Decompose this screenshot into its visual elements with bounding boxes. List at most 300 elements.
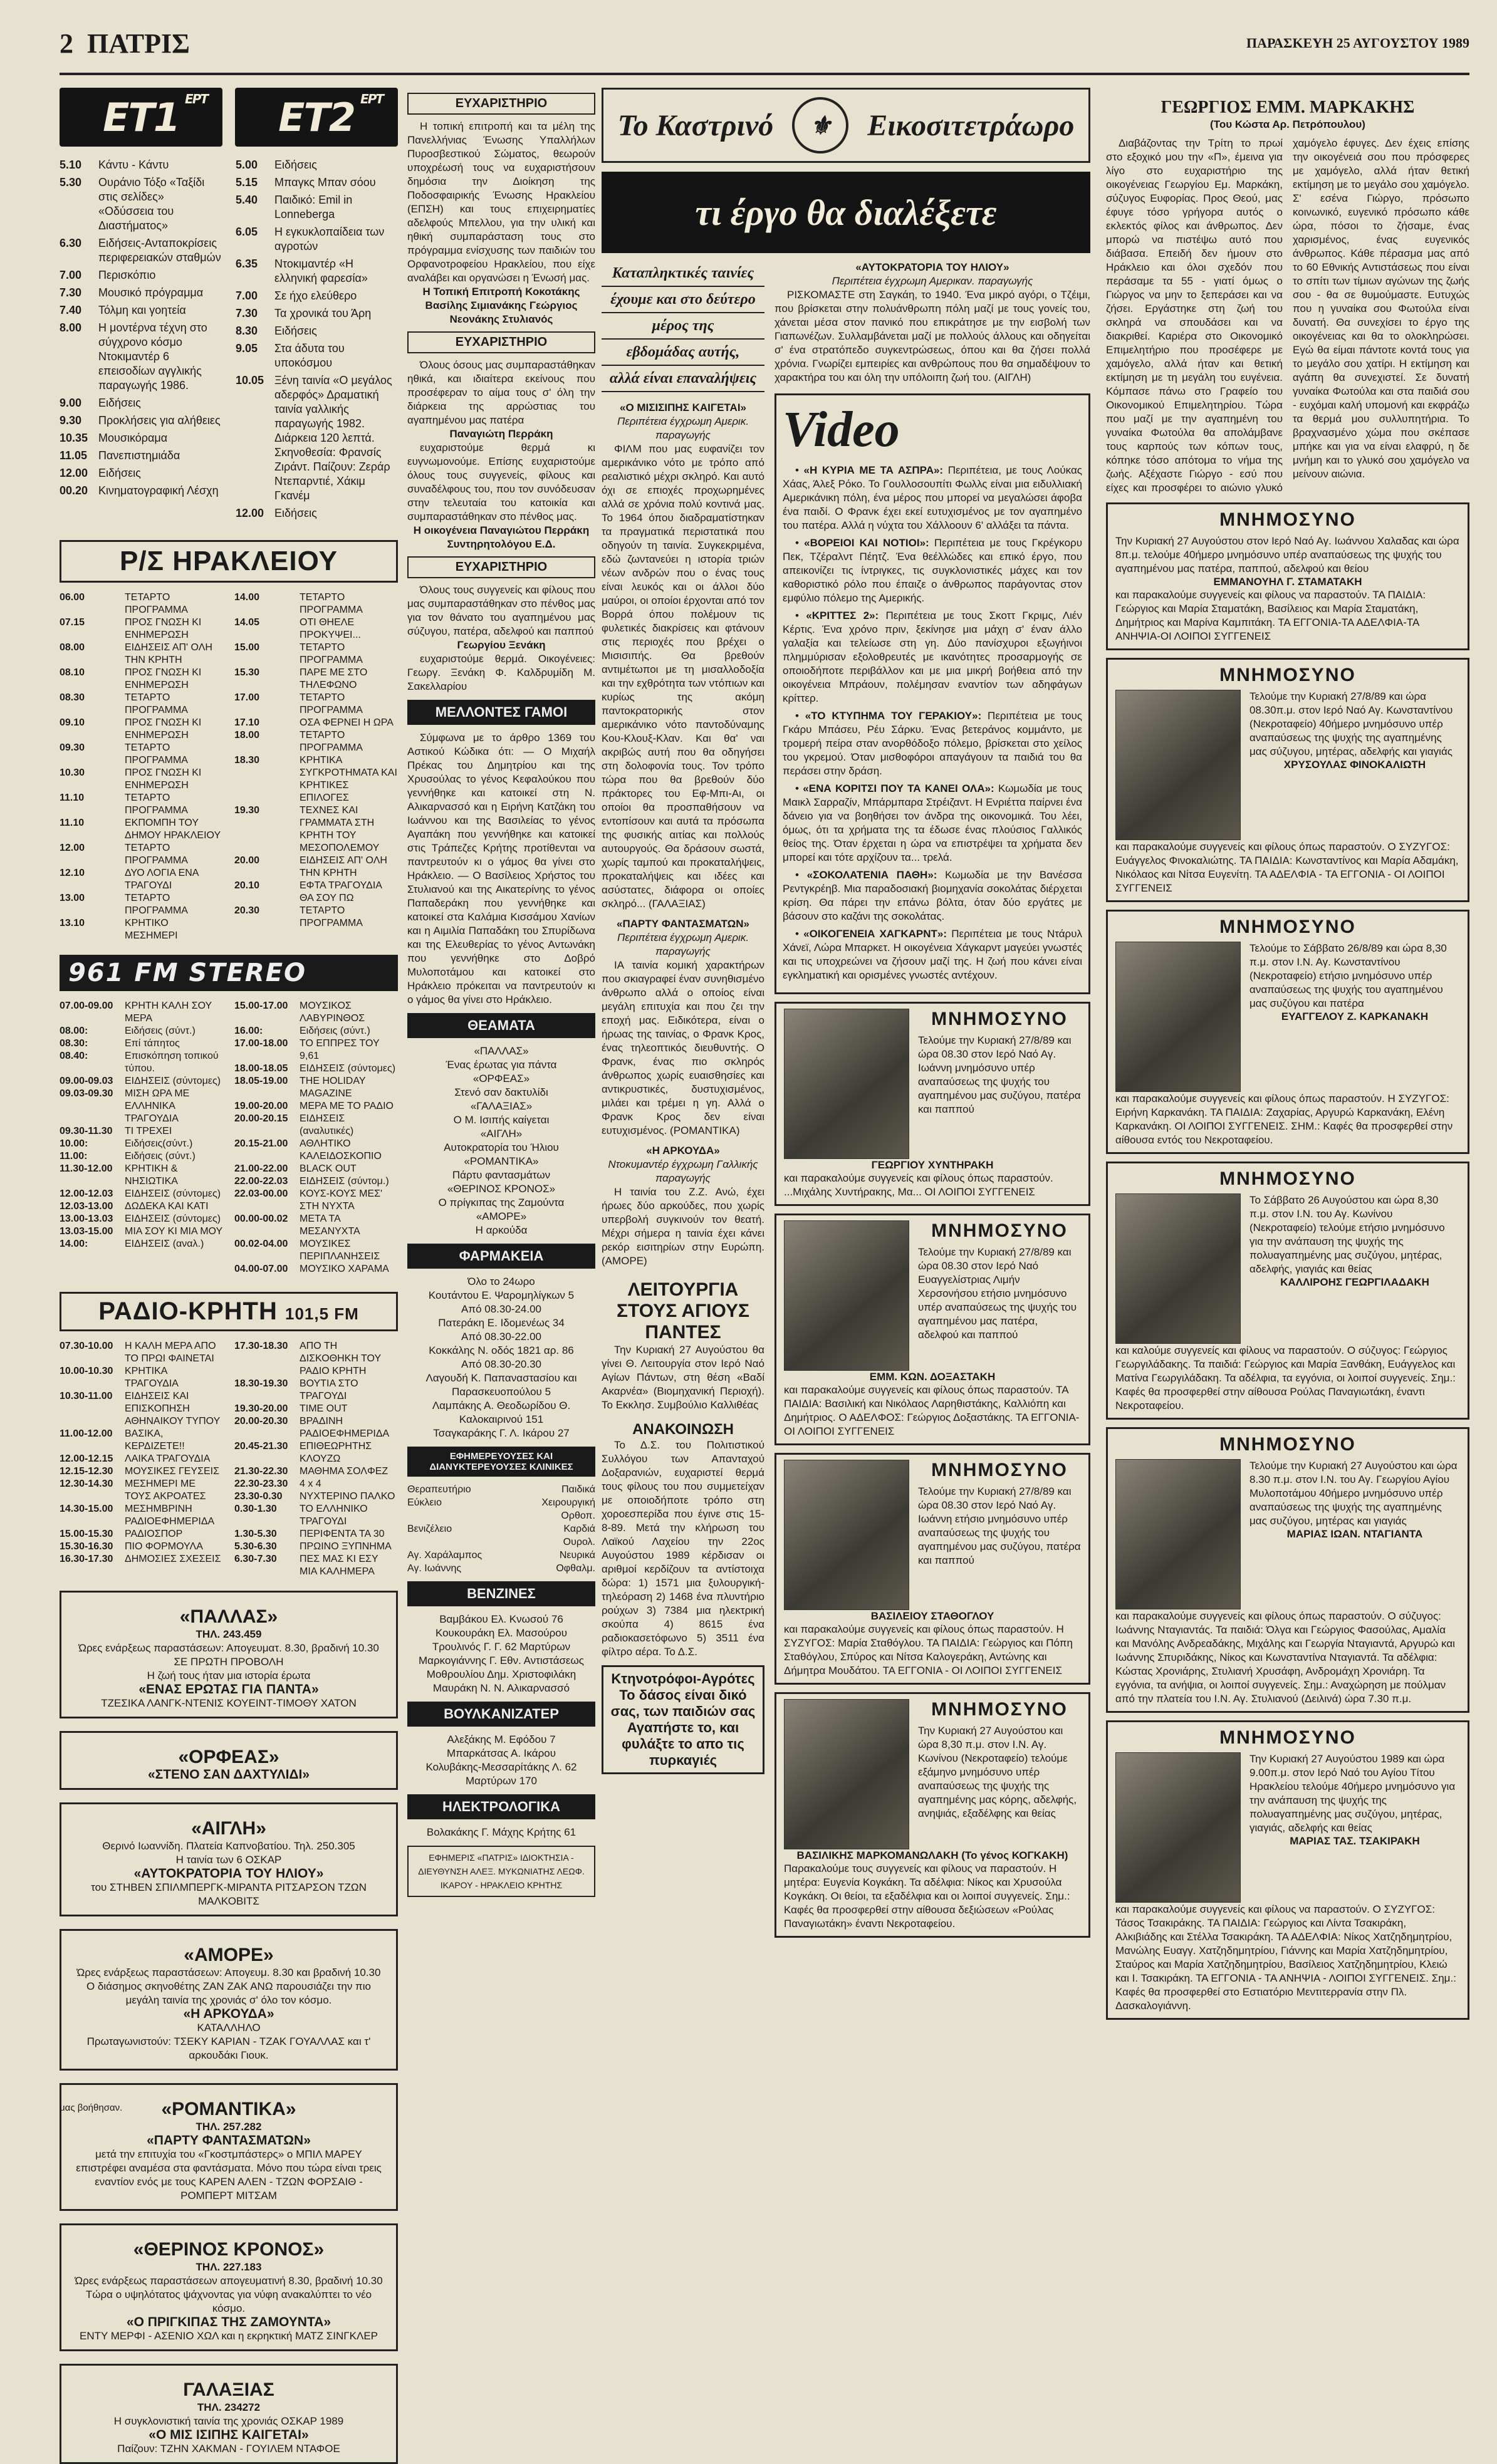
schedule-time: 12.15-12.30: [60, 1466, 113, 1477]
list-line: Κουκουράκη Ελ. Μασούρου: [435, 1627, 568, 1639]
tyres-list: [407, 1733, 595, 1788]
schedule-row: [60, 268, 222, 283]
shows-list: [407, 1044, 595, 1237]
schedule-row: [236, 257, 398, 286]
portrait-photo: [784, 1699, 909, 1849]
schedule-row: [60, 1528, 223, 1541]
schedule-title: ΜΟΥΣΙΚΕΣ ΠΕΡΙΠΛΑΝΗΣΕΙΣ: [300, 1239, 380, 1262]
cinema-line: «ΕΝΑΣ ΕΡΩΤΑΣ ΓΙΑ ΠΑΝΤΑ»: [138, 1682, 319, 1697]
schedule-title: Η μοντέρνα τέχνη στο σύγχρονο κόσμο Ντοκιμαντέρ 6 επεισοδίων αγγλικής παραγωγής 1986.: [98, 321, 207, 392]
memorial-notice: ΜΝΗΜΟΣΥΝΟ Την Κυριακή 27 Αυγούστου στον Ιερό Ναό Αγ. Ιωάννου Χαλαδας και ώρα 8π.μ. τελούμε 40ήμερο μνημόσυνο υπέρ αναπαύσεως της ψυχής του αγαπημένου μας πατέρα, παππού, αδελφού και θείου ΕΜΜΑΝΟΥΗΛ Γ. ΣΤΑΜΑΤΑΚΗ και παρακαλούμε συγγενείς και φίλους να παραστούν. ΤΑ ΠΑΙΔΙΑ: Γεώργιος και Μαρία Σταματάκη, Βασίλειος και Μαρία Σταματάκη, Δημήτριος και Μαρίνα Καμπιτάκη. ΤΑ ΕΓΓΟΝΙΑ-ΤΑ ΑΔΕΛΦΙΑ-ΤΑ ΑΝΗΨΙΑ-ΟΙ ΛΟΙΠΟΙ ΣΥΓΓΕΝΕΙΣ: [1106, 502, 1469, 650]
schedule-title: Παιδικό: Emil in Lonneberga: [274, 194, 353, 221]
schedule-time: 17.30-18.30: [234, 1341, 288, 1351]
schedule-title: Κάντυ - Κάντυ: [98, 159, 169, 171]
schedule-row: [234, 591, 398, 616]
article-heading: ΓΕΩΡΓΙΟΣ ΕΜΜ. ΜΑΡΚΑΚΗΣ: [1161, 98, 1415, 117]
schedule-title: ΕΙΔΗΣΕΙΣ (σύντομες): [125, 1214, 221, 1224]
cinema-line: «ΑΥΤΟΚΡΑΤΟΡΙΑ ΤΟΥ ΗΛΙΟΥ»: [133, 1866, 324, 1881]
schedule-time: 12.00: [60, 467, 88, 479]
weddings-heading: ΜΕΛΛΟΝΤΕΣ ΓΑΜΟΙ: [407, 700, 595, 725]
schedule-title: ΚΡΗΤΙΚΑ ΤΡΑΓΟΥΔΙΑ: [125, 1366, 179, 1389]
schedule-time: 13.10: [60, 918, 85, 928]
schedule-title: TIME OUT: [300, 1403, 348, 1414]
schedule-time: 12.30-14.30: [60, 1479, 113, 1489]
intro-line: Καταπληκτικές ταινίες: [602, 261, 764, 287]
schedule-row: [234, 616, 398, 642]
schedule-row: [60, 1188, 223, 1200]
schedule-time: 8.30: [236, 325, 258, 337]
cinema-line: «ΣΤΕΝΟ ΣΑΝ ΔΑΧΤΥΛΙΔΙ»: [147, 1767, 310, 1782]
schedule-row: [60, 158, 222, 172]
schedule-row: [60, 1000, 223, 1025]
cinema-line: «Η ΑΡΚΟΥΔΑ»: [183, 2007, 274, 2021]
schedule-row: [234, 754, 398, 804]
schedule-time: 16.00:: [234, 1026, 263, 1036]
schedule-time: 11.30-12.00: [60, 1163, 113, 1174]
video-text: Περιπέτεια με τους Ντάρυλ Χάνεϊ, Λώρα Μπαρκετ. Η οικογένεια Χάγκαρντ μαγεύει γνωστές και τις υποχρεώνει να ζήσουν μαζί της. Η ζωή που κάνει είναι εγκληματική και ορισμένες γνωστές αντέχουν.: [783, 928, 1082, 981]
schedule-time: 04.00-07.00: [234, 1264, 288, 1274]
publisher-box: ΕΦΗΜΕΡΙΣ «ΠΑΤΡΙΣ» ΙΔΙΟΚΤΗΣΙΑ - ΔΙΕΥΘΥΝΣΗ ΑΛΕΞ. ΜΥΚΩΝΙΑΤΗΣ ΛΕΩΦ. ΙΚΑΡΟΥ - ΗΡΑΚΛΕΙΟ ΚΡΗΤΗΣ: [407, 1846, 595, 1897]
schedule-title: Ειδήσεις: [274, 507, 317, 519]
schedule-row: [60, 1225, 223, 1238]
schedule-title: ΤΕΤΑΡΤΟ ΠΡΟΓΡΑΜΜΑ: [125, 692, 188, 715]
schedule-row: [60, 1213, 223, 1225]
schedule-row: [236, 225, 398, 254]
thanks-name: Γεωργίου Ξενάκη: [457, 639, 546, 651]
portrait-photo: [784, 1460, 909, 1610]
clinic-row: [407, 1509, 595, 1522]
schedule-row: [234, 1075, 398, 1100]
schedule-title: ΚΡΗΤΙΚΗ & ΝΗΣΙΩΤΙΚΑ: [125, 1163, 178, 1187]
schedule-time: 09.00-09.03: [60, 1076, 113, 1086]
schedule-row: [234, 1465, 398, 1478]
list-line: Όλο το 24ωρο: [467, 1276, 535, 1287]
schedule-row: [236, 324, 398, 338]
memorial-notice: ΜΝΗΜΟΣΥΝΟ Τελούμε την Κυριακή 27 Αυγούστου και ώρα 8.30 π.μ. στον Ι.Ν. του Αγ. Γεωργίου Αγίου Μυλοποτάμου 40ήμερο μνημόσυνο υπέρ αναπαύσεως της ψυχής της αγαπημένης μας συζύγου, μητέρας και γιαγιάς ΜΑΡΙΑΣ ΙΩΑΝ. ΝΤΑΓΙΑΝΤΑ και παρακαλούμε συγγενείς και φίλους όπως παραστούν. Ο σύζυγος: Ιωάννης Νταγιαντάς. Τα παιδιά: Όλγα και Γεώργιος Φασούλας, Αμαλία και Μανόλης Ανδρεαδάκης, Μιχάλης και Γεωργία Νταγιαντά, Αργυρώ και Ιωάννης Σπυριδάκης, Νίκος και Κωνσταντίνα Νταγιαντά. Τα αδέλφια: Κώστας Χρονιάρης, Στυλιανή Χρυσάφη, Ανδρομάχη Χρονιάρη. Τα εγγόνια, τα ανήψια, οι λοιποί συγγενείς. Σημ.: Αναχώρηση με πούλμαν από την πλατεία του Ι.Ν. Αγ. Στυλιανού (Δειλινά) ώρα 7.30 π.μ.: [1106, 1427, 1469, 1713]
schedule-title: ΕΚΠΟΜΠΗ ΤΟΥ ΔΗΜΟΥ ΗΡΑΚΛΕΙΟΥ: [125, 818, 221, 841]
schedule-title: Στα άδυτα του υποκόσμου: [274, 342, 345, 369]
schedule-time: 00.20: [60, 484, 88, 497]
cinema-name: «ΟΡΦΕΑΣ»: [178, 1747, 279, 1767]
main-column: [602, 88, 1090, 2096]
list-line: «ΓΑΛΑΞΙΑΣ»: [470, 1100, 533, 1112]
list-line: «ΑΙΓΛΗ»: [480, 1128, 523, 1140]
schedule-time: 20.00: [234, 855, 260, 866]
schedule-row: [60, 1138, 223, 1150]
et2-schedule: [236, 158, 398, 524]
schedule-time: 09.03-09.30: [60, 1088, 113, 1099]
fm-schedule: [60, 1000, 398, 1276]
schedule-time: 14.00: [234, 592, 260, 603]
schedule-time: 15.00: [234, 642, 260, 653]
petrol-list: [407, 1613, 595, 1695]
schedule-time: 13.00-13.03: [60, 1214, 113, 1224]
clinic-specialty: Ορθοπ.: [561, 1510, 595, 1521]
schedule-title: ΜΙΑ ΣΟΥ ΚΙ ΜΙΑ ΜΟΥ: [125, 1226, 223, 1237]
schedule-row: [60, 431, 222, 445]
schedule-row: [234, 880, 398, 905]
et2-logo: ΕΡΤ ΕΤ2: [235, 88, 398, 147]
schedule-title: Τα χρονικά του Άρη: [274, 307, 372, 320]
film-title: «ΠΑΡΤΥ ΦΑΝΤΑΣΜΑΤΩΝ»: [617, 918, 749, 930]
clinic-name: Αγ. Χαράλαμπος: [407, 1550, 482, 1561]
cinema-name: «ΘΕΡΙΝΟΣ ΚΡΟΝΟΣ»: [133, 2239, 325, 2260]
film-subtitle: Περιπέτεια έγχρωμη Αμερικ. παραγωγής: [617, 932, 749, 957]
schedule-title: Ειδήσεις: [274, 159, 317, 171]
schedule-title: ΚΡΗΤΙΚΟ ΜΕΣΗΜΕΡΙ: [125, 918, 178, 941]
schedule-time: 11.00-12.00: [60, 1428, 113, 1439]
schedule-title: ΠΕΡΙΦΕΝΤΑ ΤΑ 30: [300, 1529, 385, 1539]
schedule-title: ΜΕΤΑ ΤΑ ΜΕΣΑΝΥΧΤΑ: [300, 1214, 360, 1237]
fm-stereo-title: 961 FM STEREO: [60, 955, 398, 991]
portrait-photo: [784, 1009, 909, 1159]
cinema-phone: ΤΗΛ. 243.459: [196, 1628, 262, 1640]
memorial-notice: ΜΝΗΜΟΣΥΝΟ Τελούμε την Κυριακή 27/8/89 και ώρα 08.30 στον Ιερό Ναό Αγ. Ιωάννη ετήσιο μνημόσυνο υπέρ αναπαύσεως της ψυχής του αγαπημένου μας συζύγου, πατέρα και παππού ΒΑΣΙΛΕΙΟΥ ΣΤΑΘΟΓΛΟΥ και παρακαλούμε συγγενείς και φίλους όπως παραστούν. Η ΣΥΖΥΓΟΣ: Μαρία Σταθόγλου. ΤΑ ΠΑΙΔΙΑ: Γεώργιος και Πόπη Σταθόγλου, Σπύρος και Νίτσα Καλογεράκη, Αντώνης και Δήμητρα Μουδάτου. ΤΑ ΕΓΓΟΝΙΑ - ΟΙ ΛΟΙΠΟΙ ΣΥΓΓΕΝΕΙΣ: [775, 1453, 1090, 1685]
schedule-row: [234, 905, 398, 930]
schedule-row: [60, 742, 223, 767]
schedule-title: ΤΙ ΤΡΕΧΕΙ: [125, 1126, 172, 1136]
schedule-row: [236, 373, 398, 503]
schedule-time: 22.03-00.00: [234, 1188, 288, 1199]
schedule-row: [234, 1000, 398, 1025]
cinema-line: Τώρα ο υψηλότατος ψάχνοντας για νύφη ανακαλύπτει το νέο κόσμο.: [85, 2289, 372, 2314]
schedule-title: ΒΑΣΙΚΑ, ΚΕΡΔΙΖΕΤΕ!!: [125, 1428, 185, 1452]
schedule-time: 10.30: [60, 767, 85, 778]
cinema-line: Ώρες ενάρξεως παραστάσεων: Απογευμ. 8.30 και βραδινή 10.30: [76, 1967, 381, 1978]
page-header: [60, 21, 1469, 75]
schedule-title: Ειδήσεις(σύντ.): [125, 1138, 193, 1149]
schedule-time: 11.00:: [60, 1151, 88, 1162]
list-line: Λαγουδή Κ. Παπαναστασίου και Παρασκευοπούλου 5: [425, 1372, 577, 1398]
schedule-title: ΑΠΟ ΤΗ ΔΙΣΚΟΘΗΚΗ ΤΟΥ ΡΑΔΙΟ ΚΡΗΤΗ: [300, 1341, 381, 1376]
schedule-title: Η εγκυκλοπαίδεια των αγροτών: [274, 226, 385, 252]
cinema-line: Η ταινία των 6 ΟΣΚΑΡ: [175, 1854, 282, 1866]
schedule-row: [60, 667, 223, 692]
schedule-time: 7.00: [236, 289, 258, 302]
radio-kriti-schedule: [60, 1340, 398, 1578]
schedule-row: [60, 1478, 223, 1503]
video-heading: Video: [783, 402, 900, 457]
list-line: Αυτοκρατορία του Ήλιου: [444, 1141, 559, 1153]
schedule-title: ΚΟΥΣ-ΚΟΥΣ ΜΕΣ' ΣΤΗ ΝΥΧΤΑ: [300, 1188, 383, 1212]
schedule-title: Ειδήσεις-Ανταποκρίσεις περιφερειακών σταθμών: [98, 237, 221, 264]
film-text: ΦΙΛΜ που μας ευφανίζει τον αμερικάνικο νότο με τρόπο από ρεαλιστικό μέχρι σκληρό. Και αυτό όχι σε επιοχές προχωρημένες αλλά σε χρόνια πολύ κοντινά μας. Το 1964 όπου διαδραματίστηκαν τα πραγματικά περιστατικά που οδηγούν τη ταινία. Συγκεκριμένα, εδώ ζωντανεύει η ιστορία τριών νέων ανδρών που ο ένας τους είναι λευκός και οι άλλοι δύο μαύροι, οι οποίοι έρχονται από τον Βορρά όπου πολέμουν τις φυλετικές διακρίσεις και φτάνουν στις περιοχές που βρέχει ο Μισισιπής. Θα βρεθούν αντιμέτωποι με τη μισαλλοδοξία και την εχθρότητα των ντόπιων και κυρίως της ακόμη παντοκρατορικής στον αμερικάνικο νότο παντοδύναμης Κου-Κλουξ-Κλαν. Και θα' ναι ακριβώς αυτή που θα οδηγήσει στη δολοφονία τους. Τον τρόπο τώρα που θα βρεθούν δύο πράκτορες του Εφ-Μπι-Αι, οι οποίοι θα προσπαθήσουν να εντοπίσουν και αυτά τα πρόσωπα της φυσικής αιτίας και πολλούς αυτουργούς. Θα δράσουν σωστά, χωρίς ταμπού και προκαταλήψεις, προκαταλήψεις και ιδέες και ασύστατες, διάφορα οι οποίες σκληρό... (ΓΑΛΑΞΙΑΣ): [602, 443, 764, 910]
schedule-time: 19.00-20.00: [234, 1101, 288, 1111]
list-line: Τρουλινός Γ. Γ. 62 Μαρτύρων: [432, 1641, 571, 1653]
list-line: Κουτάντου Ε. Ψαρομηλίγκων 5: [428, 1289, 575, 1301]
list-line: Ο Μ. Ισιπής καίγεται: [453, 1114, 550, 1126]
schedule-title: ΤΕΤΑΡΤΟ ΠΡΟΓΡΑΜΜΑ: [125, 742, 188, 766]
schedule-time: 12.00: [60, 843, 85, 853]
radio-kriti-title: ΡΑΔΙΟ-ΚΡΗΤΗ 101,5 FM: [60, 1292, 398, 1331]
schedule-time: 21.00-22.00: [234, 1163, 288, 1174]
film-section: [602, 261, 1090, 1938]
schedule-row: [234, 717, 398, 729]
schedule-row: [234, 1175, 398, 1188]
schedule-title: ΤΕΧΝΕΣ ΚΑΙ ΓΡΑΜΜΑΤΑ ΣΤΗ ΚΡΗΤΗ ΤΟΥ ΜΕΣΟΠΟΛΕΜΟΥ: [300, 805, 380, 853]
schedule-row: [236, 193, 398, 222]
announcement-heading: ΑΝΑΚΟΙΝΩΣΗ: [632, 1421, 734, 1438]
portrait-photo: [1115, 1459, 1241, 1609]
cinema-line: Ώρες ενάρξεως παραστάσεων: Απογευματ. 8.30, βραδινή 10.30: [78, 1642, 379, 1654]
portrait-photo: [1115, 690, 1241, 840]
schedule-time: 11.10: [60, 793, 85, 803]
schedule-row: [234, 1378, 398, 1403]
thanks-heading: ΕΥΧΑΡΙΣΤΗΡΙΟ: [407, 331, 595, 353]
schedule-title: ΒΡΑΔΙΝΗ ΡΑΔΙΟΕΦΗΜΕΡΙΔΑ: [300, 1416, 390, 1439]
video-title: «Η ΚΥΡΙΑ ΜΕ ΤΑ ΑΣΠΡΑ»:: [803, 464, 944, 476]
schedule-time: 21.30-22.30: [234, 1466, 288, 1477]
schedule-title: ΤΕΤΑΡΤΟ ΠΡΟΓΡΑΜΜΑ: [300, 592, 363, 615]
schedule-time: 08.30: [60, 692, 85, 703]
schedule-time: 12.03-13.00: [60, 1201, 113, 1212]
schedule-row: [236, 506, 398, 521]
schedule-row: [234, 729, 398, 754]
notices-column: [407, 88, 595, 2096]
list-line: Πάρτυ φαντασμάτων: [452, 1169, 551, 1181]
schedule-time: 17.10: [234, 717, 260, 728]
video-list: [783, 464, 1082, 982]
schedule-row: [60, 1503, 223, 1528]
schedule-row: [60, 484, 222, 498]
film-title: «ΑΥΤΟΚΡΑΤΟΡΙΑ ΤΟΥ ΗΛΙΟΥ»: [855, 261, 1009, 273]
list-line: Μαρκογιάννης Γ. Εθν. Αντιστάσεως: [419, 1655, 584, 1666]
schedule-title: ΤΕΤΑΡΤΟ ΠΡΟΓΡΑΜΜΑ: [125, 592, 188, 615]
schedule-time: 00.00-00.02: [234, 1214, 288, 1224]
schedule-row: [60, 1037, 223, 1050]
clinic-row: [407, 1549, 595, 1562]
schedule-time: 14.30-15.00: [60, 1504, 113, 1514]
schedule-title: ΕΙΔΗΣΕΙΣ ΑΠ' ΟΛΗ ΤΗΝ ΚΡΗΤΗ: [300, 855, 387, 878]
cinema-line: ΤΖΕΣΙΚΑ ΛΑΝΓΚ-ΝΤΕΝΙΣ ΚΟΥΕΙΝΤ-ΤΙΜΟΘΥ ΧΑΤΟΝ: [101, 1697, 357, 1709]
schedule-title: 4 x 4: [300, 1479, 321, 1489]
list-line: «ΟΡΦΕΑΣ»: [472, 1073, 530, 1084]
intro-line: μέρος της: [602, 313, 764, 340]
cinema-box: [60, 1591, 398, 1718]
schedule-time: 12.00-12.15: [60, 1453, 113, 1464]
schedule-time: 11.10: [60, 818, 85, 828]
schedule-time: 14.05: [234, 617, 260, 628]
schedule-row: [60, 1200, 223, 1213]
schedule-title: Ειδήσεις: [98, 397, 141, 409]
schedule-time: 9.05: [236, 342, 258, 355]
video-entry: • «ΒΟΡΕΙΟΙ ΚΑΙ ΝΟΤΙΟΙ»: Περιπέτεια με τους Γκρέγκορυ Πεκ, Τζέραλντ Πέητζ. Ένα θεέλλώδες και επικό έργο, που απεικονίζει τις ίντριγκες, τις συγκλονιστικές μάχες και τον καθοριστικό ρόλο που έπαιζε ο άνθρωπος παράγοντας στον εμφύλιο πόλεμο της Αμερικής.: [783, 537, 1082, 604]
list-line: Τσαγκαράκης Γ. Λ. Ικάρου 27: [433, 1427, 570, 1439]
schedule-title: ΕΙΔΗΣΕΙΣ (αναλ.): [125, 1239, 204, 1249]
video-text: Κωμωδία με τους Μαικλ Σαρραζίν, Μπάρμπαρα Στρέιζαντ. Η Ενριέττα παίρνει ένα δάνειο για να βοηθήσει τον άνδρα της οικονομικά. Του λέει, όμως, ότι τα χρήματα της τα έδωσε ένας πλούσιος Γαλλικός θείος της. Όταν έρχεται η ώρα να επιστρέψει τα χρήματα δεν μπορεί και τότε αρχίζουν τα... τρελά.: [783, 782, 1082, 863]
schedule-title: ΠΡΟΣ ΓΝΩΣΗ ΚΙ ΕΝΗΜΕΡΩΣΗ: [125, 717, 202, 741]
schedule-row: [234, 1478, 398, 1490]
video-title: «ΕΝΑ ΚΟΡΙΤΣΙ ΠΟΥ ΤΑ ΚΑΝΕΙ ΟΛΑ»:: [803, 782, 994, 794]
schedule-title: Κινηματογραφική Λέσχη: [98, 484, 219, 497]
schedule-title: ΤΕΤΑΡΤΟ ΠΡΟΓΡΑΜΜΑ: [125, 843, 188, 866]
cinema-box: [60, 2364, 398, 2464]
schedule-title: Ειδήσεις: [98, 467, 141, 479]
schedule-time: 7.00: [60, 269, 82, 281]
schedule-time: 23.30-0.30: [234, 1491, 283, 1502]
film-subtitle: Ντοκυμαντέρ έγχρωμη Γαλλικής παραγωγής: [608, 1158, 758, 1184]
schedule-title: ΕΦΤΑ ΤΡΑΓΟΥΔΙΑ ΘΑ ΣΟΥ ΠΩ: [300, 880, 382, 903]
schedule-row: [60, 917, 223, 942]
intro-line: αλλά είναι επαναλήψεις: [602, 366, 764, 392]
schedule-time: 09.30-11.30: [60, 1126, 113, 1136]
schedule-row: [234, 1340, 398, 1378]
schedule-time: 20.00-20.15: [234, 1113, 288, 1124]
schedule-time: 14.00:: [60, 1239, 88, 1249]
schedule-row: [60, 1150, 223, 1163]
cinema-name: «ΡΟΜΑΝΤΙΚΑ»: [161, 2099, 296, 2119]
schedule-title: THE HOLIDAY MAGAZINE: [300, 1076, 366, 1099]
cinema-line: του ΣΤΗΒΕΝ ΣΠΙΛΜΠΕΡΓΚ-ΜΙΡΑΝΤΑ ΡΙΤΣΑΡΣΟΝ ΤΖΩΝ ΜΑΛΚΟΒΙΤΣ: [91, 1881, 367, 1907]
clinic-row: [407, 1522, 595, 1536]
schedule-time: 15.00-17.00: [234, 1001, 288, 1011]
schedule-title: ΕΙΔΗΣΕΙΣ ΚΑΙ ΕΠΙΣΚΟΠΗΣΗ ΑΘΗΝΑΙΚΟΥ ΤΥΠΟΥ: [125, 1391, 221, 1427]
schedule-row: [234, 1213, 398, 1238]
thanks-heading: ΕΥΧΑΡΙΣΤΗΡΙΟ: [407, 556, 595, 578]
schedule-time: 16.30-17.30: [60, 1554, 113, 1564]
list-line: Μαυράκη Ν. Ν. Αλικαρνασσό: [432, 1682, 570, 1694]
weddings-text: Σύμφωνα με το άρθρο 1369 του Αστικού Κώδικα ότι: — Ο Μιχαήλ Πρέκας του Δημητρίου και της Χρυσούλας το γένος Κεφαλούκου που γεννήθηκε και κατοικεί στη Ν. Αλικαρνασσό και η Ειρήνη Κατζάκη του Ιωάννου και της Βασιλείας το γένος Αγαπάκη που γεννήθηκε και κατοικεί στις Τράπεζες Κρήτης προτίθενται να παντρευτούν κι ο γάμος θα γίνει στο Ηράκλειο. — Ο Βασίλειος Χρήστος του Στυλιανού και της Αικατερίνης το γένος Παπαδεράκη που γεννήθηκε και κατοικεί στα Καλάμια Κισσάμου Χανίων και η Αιμιλία Παπαδάκη του Σπυρίδωνα και της Ελευθερίας το γένος Αντωνάκη που γεννήθηκε στο Δοβρό Μυλοποτάμου και κατοικεί στο Ηράκλειο πρόκειται να παντρευτούν κι ο γάμος θα γίνει στο Ηράκλειο.: [407, 732, 595, 1006]
schedule-row: [60, 449, 222, 463]
schedule-title: Ειδήσεις: [274, 325, 317, 337]
schedule-time: 09.10: [60, 717, 85, 728]
schedule-title: ΠΡΩΙΝΟ ΞΥΠΝΗΜΑ: [300, 1541, 392, 1552]
film-text: ΙΑ ταινία κομική χαρακτήρων που σκιαγραφεί έναν συνηθισμένο άνθρωπο αλλά ο οποίος είναι μεγάλη επιτυχία και που ζει την εποχή μας. Ειδικότερα, είναι ο ήρωας της ταινίας, ο Φρανκ Κρος, ένας τηλεοπτικός διευθυντής. Ο Φρανκ, ένας πιο σκληρός άνθρωπος χωρίς ευαισθησίες και αντικρυστικές, δυστυχισμένος, μιλάει και τρέμει η γη. Αλλά ο Φρανκ Κρος δεν είναι ευτυχισμένος. (ΡΟΜΑΝΤΙΚΑ): [602, 959, 764, 1136]
schedule-row: [60, 236, 222, 265]
schedule-row: [60, 303, 222, 318]
schedule-row: [60, 466, 222, 481]
clinic-specialty: Ουρολ.: [563, 1537, 595, 1547]
schedule-title: Τόλμη και γοητεία: [98, 304, 186, 316]
schedule-time: 8.00: [60, 321, 82, 334]
clinic-specialty: Παιδικά: [561, 1484, 595, 1495]
schedule-row: [234, 1415, 398, 1440]
list-line: Λαμπάκης Α. Θεοδωρίδου Θ. Καλοκαιρινού 151: [432, 1400, 571, 1425]
video-title: «ΚΡΙΤΤΕΣ 2»:: [806, 610, 879, 621]
schedule-time: 18.05-19.00: [234, 1076, 288, 1086]
schedule-time: 10.30-11.00: [60, 1391, 113, 1401]
schedule-row: [60, 767, 223, 792]
radio-heraklion-title: Ρ/Σ ΗΡΑΚΛΕΙΟΥ: [60, 540, 398, 583]
schedule-title: Προκλήσεις για αλήθειες: [98, 414, 221, 427]
list-line: «ΠΑΛΛΑΣ»: [474, 1045, 529, 1057]
schedule-title: ΚΡΗΤΙΚΑ ΣΥΓΚΡΟΤΗΜΑΤΑ ΚΑΙ ΚΡΗΤΙΚΕΣ ΕΠΙΛΟΓΕΣ: [300, 755, 397, 803]
portrait-photo: [784, 1220, 909, 1371]
schedule-row: [234, 1263, 398, 1276]
film-subtitle: Περιπέτεια έγχρωμη Αμερικαν. παραγωγής: [832, 275, 1033, 287]
clinic-name: Βενιζέλειο: [407, 1524, 452, 1534]
announcement-text: Το Δ.Σ. του Πολιτιστικού Συλλόγου των Απανταχού Δοξαρανιών, ευχαριστεί θερμά τους φίλους του που συμμετείχαν με οποιοδήποτε τρόπο στη χοροεσπερίδα που έγινε στις 15-8-89. Μετά την κλήρωση του Λαϊκού Λαχείου την 22ος Αυγούστου 1989 κέρδισαν οι αριθμοί κερδίζουν τα αντίστοιχα δώρα: 1) 1571 μια ξυλουργική-τηλεόραση 2) 1468 ένα πλυντήριο ρούχων 3) 7384 μια ηλεκτρική σκούπα 4) 8615 ένα ραδιοκασετόφωνο 5) 3511 ένα φίλτρο αέρα. Το Δ.Σ.: [602, 1439, 764, 1658]
cinema-phone: ΤΗΛ. 234272: [197, 2401, 261, 2413]
schedule-title: ΕΙΔΗΣΕΙΣ (σύντομ.): [300, 1176, 389, 1187]
schedule-row: [234, 667, 398, 692]
schedule-time: 12.00: [236, 507, 264, 519]
schedule-time: 5.30-6.30: [234, 1541, 277, 1552]
schedule-time: 5.15: [236, 176, 258, 189]
schedule-time: 5.10: [60, 159, 82, 171]
video-entry: • «ΚΡΙΤΤΕΣ 2»: Περιπέτεια με τους Σκοττ Γκριμς, Λιέν Κέρτις. Ένα χρόνο πριν, ξεκίνησε μια μάχη σ' έναν άλλο γαλαξία και τελείωσε στη γη. Δύο πανίσχυροι εξωγήινοι πλημμύρισαν εξολοθρευτές με ικανότητες προσαρμογής σε οποιοδήποτε περιβάλλον και με μια μικρή βοήθεια από την οικογένεια Μπράουν, πολέμησαν εναντίον των αδηφάγων κρίττερ.: [783, 610, 1082, 704]
cinema-name: «ΑΙΓΛΗ»: [191, 1818, 266, 1839]
schedule-row: [234, 855, 398, 880]
cinema-box: [60, 2223, 398, 2351]
schedule-title: ΚΡΗΤΗ ΚΑΛΗ ΣΟΥ ΜΕΡΑ: [125, 1001, 212, 1024]
schedule-title: ΜΟΥΣΙΚΕΣ ΓΕΥΣΕΙΣ: [125, 1466, 219, 1477]
schedule-time: 6.05: [236, 226, 258, 238]
schedule-row: [60, 842, 223, 867]
schedule-row: [60, 1541, 223, 1553]
list-line: Από 08.30-22.00: [461, 1331, 541, 1343]
liturgy-heading: ΛΕΙΤΟΥΡΓΙΑ ΣΤΟΥΣ ΑΓΙΟΥΣ ΠΑΝΤΕΣ: [616, 1279, 750, 1343]
schedule-title: ΠΡΟΣ ΓΝΩΣΗ ΚΙ ΕΝΗΜΕΡΩΣΗ: [125, 667, 202, 690]
cinema-line: Η συγκλονιστική ταινία της χρονιάς ΟΣΚΑΡ 1989: [113, 2415, 344, 2427]
thanks-signature: Η οικογένεια Παναγιώτου Περράκη Συντηρητολόγου Ε.Δ.: [413, 524, 590, 550]
portrait-photo: [1115, 1193, 1241, 1344]
schedule-title: Ξένη ταινία «Ο μεγάλος αδερφός» Δραματική ταινία γαλλικής παραγωγής 1982. Διάρκεια 120 λεπτά. Σκηνοθεσία: Φρανσίς Ζιράντ. Παίζουν: Ζεράρ Ντεπαρντιέ, Χάκιμ Γκανέμ: [274, 374, 392, 502]
kastrino-masthead: Το Καστρινό ⚜ Εικοσιτετράωρο: [602, 88, 1090, 163]
schedule-title: ΜΙΣΗ ΩΡΑ ΜΕ ΕΛΛΗΝΙΚΑ ΤΡΑΓΟΥΔΙΑ: [125, 1088, 190, 1124]
schedule-row: [234, 1553, 398, 1578]
clinic-row: [407, 1536, 595, 1549]
schedule-row: [236, 306, 398, 321]
schedule-time: 5.40: [236, 194, 258, 206]
schedule-time: 0.30-1.30: [234, 1504, 277, 1514]
schedule-title: ΛΑΙΚΑ ΤΡΑΓΟΥΔΙΑ: [125, 1453, 211, 1464]
schedule-time: 10.05: [236, 374, 264, 387]
portrait-photo: [1115, 1752, 1241, 1903]
schedule-time: 18.30-19.30: [234, 1378, 288, 1389]
thanks-text: Όλους όσους μας συμπαραστάθηκαν ηθικά, και ιδιαίτερα εκείνους που προσέφεραν το αίμα τους σ' όλη την διάρκεια της αρρώστιας του αγαπημένου μας πατέρα: [407, 359, 595, 426]
et1-schedule: [60, 158, 222, 524]
shows-heading: ΘΕΑΜΑΤΑ: [407, 1013, 595, 1038]
schedule-title: ΤΟ ΕΠΠΡΕΣ ΤΟΥ 9,61: [300, 1038, 380, 1061]
schedule-title: ΜΕΣΗΜΒΡΙΝΗ ΡΑΔΙΟΕΦΗΜΕΡΙΔΑ: [125, 1504, 215, 1527]
memorial-notice: ΜΝΗΜΟΣΥΝΟ Τελούμε την Κυριακή 27/8/89 και ώρα 08.30 στον Ιερό Ναό Αγ. Ιωάννη μνημόσυνο υπέρ αναπαύσεως της ψυχής του αγαπημένου μας συζύγου, πατέρα και παππού ΓΕΩΡΓΙΟΥ ΧΥΝΤΗΡΑΚΗ και παρακαλούμε συγγενείς και φίλους όπως παραστούν. ...Μιχάλης Χυντήρακης, Μα... ΟΙ ΛΟΙΠΟΙ ΣΥΓΓΕΝΕΙΣ: [775, 1002, 1090, 1206]
schedule-row: [60, 396, 222, 410]
forest-notice: Κτηνοτρόφοι-Αγρότες Το δάσος είναι δικό σας, των παιδιών σας Αγαπήστε το, και φυλάξτε το απο τις πυρκαγιές: [602, 1665, 764, 1774]
schedule-time: 08.30:: [60, 1038, 88, 1049]
schedule-title: ΤΕΤΑΡΤΟ ΠΡΟΓΡΑΜΜΑ: [300, 730, 363, 753]
clinic-row: [407, 1562, 595, 1575]
schedule-time: 07.00-09.00: [60, 1001, 113, 1011]
schedule-title: ΠΡΟΣ ΓΝΩΣΗ ΚΙ ΕΝΗΜΕΡΩΣΗ: [125, 767, 202, 791]
schedule-time: 20.45-21.30: [234, 1441, 288, 1452]
schedule-row: [60, 1340, 223, 1365]
schedule-row: [60, 867, 223, 892]
schedule-title: ΜΟΥΣΙΚΟΣ ΛΑΒΥΡΙΝΘΟΣ: [300, 1001, 365, 1024]
schedule-title: ΤΕΤΑΡΤΟ ΠΡΟΓΡΑΜΜΑ: [125, 793, 188, 816]
schedule-row: [60, 1453, 223, 1465]
schedule-title: Επί τάπητος: [125, 1038, 180, 1049]
schedule-row: [236, 341, 398, 370]
schedule-title: ΟΤΙ ΘΗΕΛΕ ΠΡΟΚΥΨΕΙ...: [300, 617, 361, 640]
schedule-row: [60, 1465, 223, 1478]
schedule-row: [60, 591, 223, 616]
schedule-title: ΝΥΧΤΕΡΙΝΟ ΠΑΛΚΟ: [300, 1491, 395, 1502]
schedule-time: 08.10: [60, 667, 85, 678]
schedule-title: ΠΡΟΣ ΓΝΩΣΗ ΚΙ ΕΝΗΜΕΡΩΣΗ: [125, 617, 202, 640]
cinema-line: «ΠΑΡΤΥ ΦΑΝΤΑΣΜΑΤΩΝ»: [147, 2133, 311, 2148]
schedule-time: 19.30: [234, 805, 260, 816]
schedule-time: 10.35: [60, 432, 88, 444]
memorial-notice: ΜΝΗΜΟΣΥΝΟ Τελούμε το Σάββατο 26/8/89 και ώρα 8,30 π.μ. στον Ι.Ν. Αγ. Κωνσταντίνου (Νεκροταφείο) ετήσιο μνημόσυνο υπέρ αναπαύσεως της ψυχής του αγαπημένου μας συζύγου και πατέρα ΕΥΑΓΓΕΛΟΥ Ζ. ΚΑΡΚΑΝΑΚΗ και παρακαλούμε συγγενείς και φίλους όπως παραστούν. Η ΣΥΖΥΓΟΣ: Ειρήνη Καρκανάκη. ΤΑ ΠΑΙΔΙΑ: Ζαχαρίας, Αργυρώ Καρκανάκη, Ελένη Καρκανάκη. ΟΙ ΛΟΙΠΟΙ ΣΥΓΓΕΝΕΙΣ. ΣΗΜ.: Καφές θα προσφερθεί στην αίθουσα εντός του Νεκροταφείου.: [1106, 910, 1469, 1154]
list-line: Βαμβάκου Ελ. Κνωσού 76: [439, 1613, 563, 1625]
list-line: Στενό σαν δακτυλίδι: [454, 1086, 548, 1098]
schedule-time: 10.00:: [60, 1138, 88, 1149]
schedule-time: 18.00-18.05: [234, 1063, 288, 1074]
video-title: «ΟΙΚΟΓΕΝΕΙΑ ΧΑΓΚΑΡΝΤ»:: [803, 928, 947, 940]
schedule-row: [234, 1025, 398, 1037]
cinema-line: μετά την επιτυχία του «Γκοστμπάστερς» ο ΜΠΙΛ ΜΑΡΕΥ επιστρέφει αναμέσα στα φαντάσματα. Μόνο που τώρα είναι τρεις εναντίον ενός με τους ΚΑΡΕΝ ΑΛΕΝ - ΤΖΩΝ ΦΟΡΣΑΙΘ - ΡΟΜΠΕΡΤ ΜΙΤΣΑΜ: [76, 2148, 382, 2201]
